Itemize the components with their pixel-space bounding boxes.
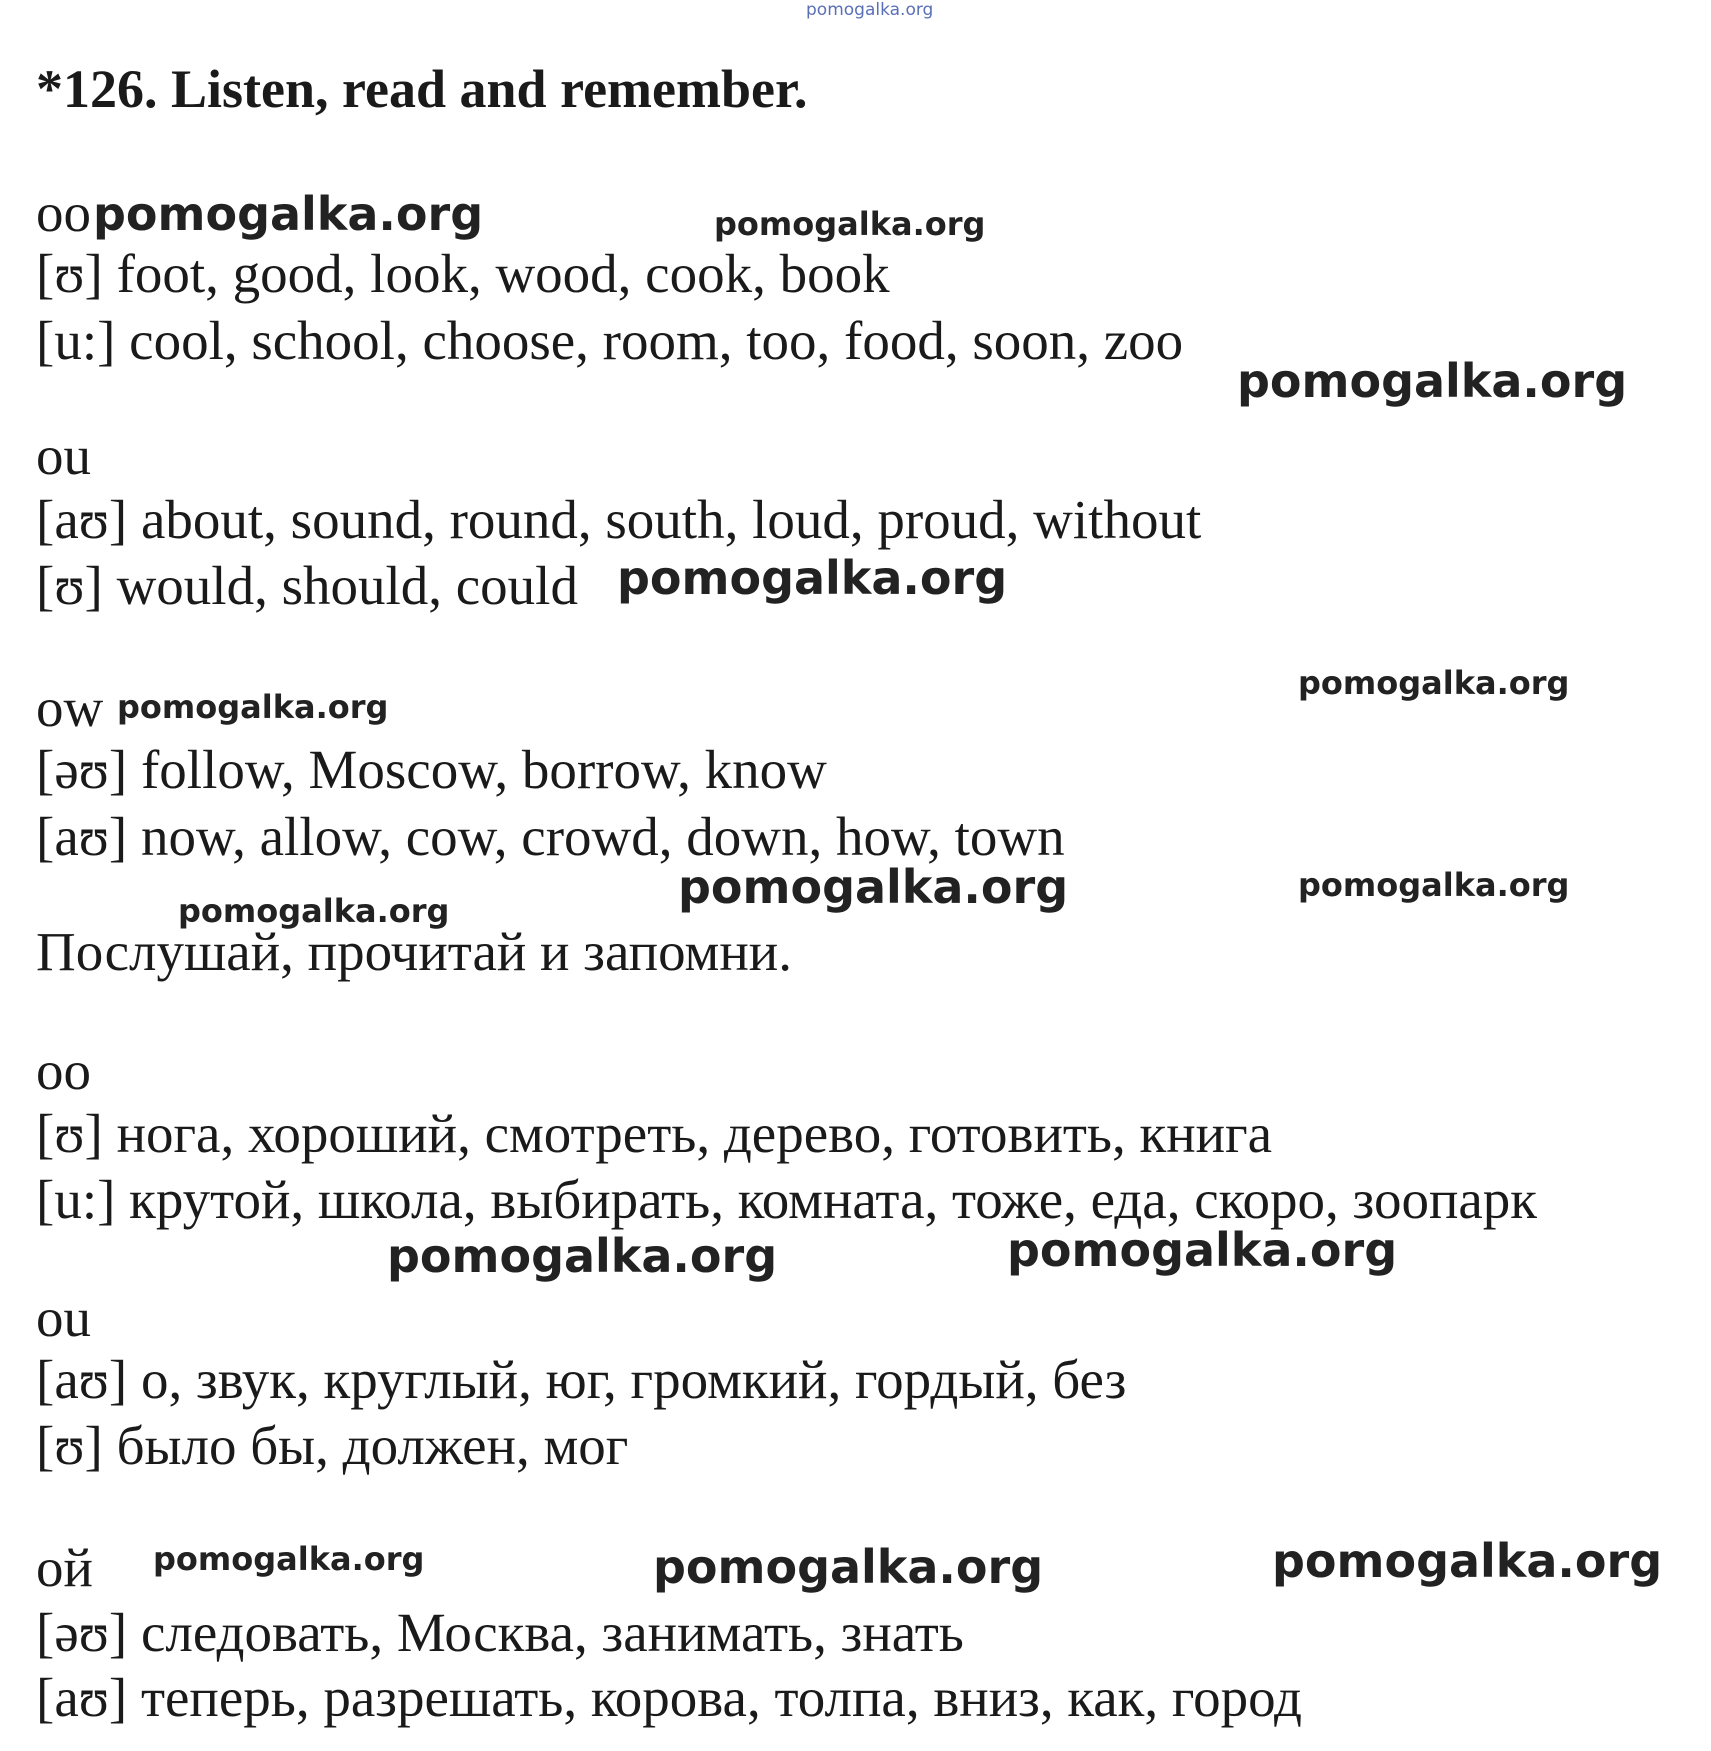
watermark: pomogalka.org <box>153 1540 425 1578</box>
russian-ow-line-1: [əʊ] следовать, Москва, занимать, знать <box>36 1602 964 1663</box>
russian-ow-letters: ой <box>36 1537 93 1598</box>
english-ou-letters: ou <box>36 425 91 486</box>
watermark: pomogalka.org <box>678 860 1069 914</box>
watermark: pomogalka.org <box>1298 664 1570 702</box>
russian-oo-letters: oo <box>36 1040 91 1101</box>
english-ow-letters: ow <box>36 677 104 738</box>
watermark: pomogalka.org <box>1007 1223 1398 1277</box>
header-watermark: pomogalka.org <box>806 0 934 20</box>
russian-oo-line-2: [u:] крутой, школа, выбирать, комната, тоже, еда, скоро, зоопарк <box>36 1169 1538 1230</box>
english-ou-line-1: [aʊ] about, sound, round, south, loud, proud, without <box>36 489 1202 550</box>
russian-oo-line-1: [ʊ] нога, хороший, смотреть, дерево, готовить, книга <box>36 1103 1273 1164</box>
watermark: pomogalka.org <box>617 551 1008 605</box>
english-ou-line-2: [ʊ] would, should, could <box>36 555 578 616</box>
watermark: pomogalka.org <box>1272 1534 1663 1588</box>
watermark: pomogalka.org <box>93 187 484 241</box>
english-oo-letters: oo <box>36 182 91 243</box>
english-oo-line-2: [u:] cool, school, choose, room, too, food, soon, zoo <box>36 310 1184 371</box>
english-oo-line-1: [ʊ] foot, good, look, wood, cook, book <box>36 243 890 304</box>
watermark: pomogalka.org <box>117 688 389 726</box>
watermark: pomogalka.org <box>1237 354 1628 408</box>
russian-ou-line-1: [aʊ] о, звук, круглый, юг, громкий, гордый, без <box>36 1349 1127 1410</box>
russian-ou-letters: ou <box>36 1287 91 1348</box>
russian-ou-line-2: [ʊ] было бы, должен, мог <box>36 1415 629 1476</box>
russian-title: Послушай, прочитай и запомни. <box>36 921 792 982</box>
watermark: pomogalka.org <box>387 1229 778 1283</box>
english-ow-line-1: [əʊ] follow, Moscow, borrow, know <box>36 739 827 800</box>
russian-ow-line-2: [aʊ] теперь, разрешать, корова, толпа, вниз, как, город <box>36 1667 1302 1728</box>
watermark: pomogalka.org <box>1298 866 1570 904</box>
exercise-title: *126. Listen, read and remember. <box>36 59 808 119</box>
watermark: pomogalka.org <box>714 205 986 243</box>
watermark: pomogalka.org <box>178 892 450 930</box>
watermark: pomogalka.org <box>653 1540 1044 1594</box>
english-ow-line-2: [aʊ] now, allow, cow, crowd, down, how, town <box>36 806 1065 867</box>
